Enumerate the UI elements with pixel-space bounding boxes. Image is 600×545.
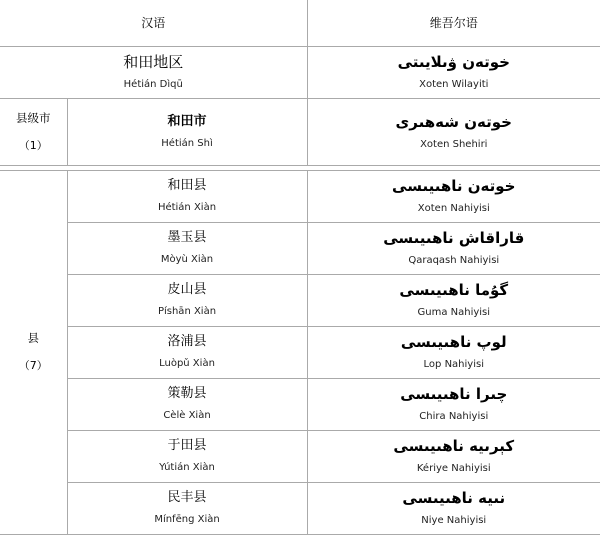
prefecture-row: [0, 46, 600, 98]
county-chinese-cell: [67, 430, 307, 482]
county-chinese: 民丰县: [167, 490, 207, 505]
county-row: [0, 222, 600, 274]
county-row: [0, 170, 600, 222]
city-category-label: 县级市: [16, 110, 51, 125]
county-chinese-cell: [67, 170, 307, 222]
county-uyghur: گۇما ناھىيىسى: [399, 281, 509, 299]
county-uyghur-cell: [307, 170, 600, 222]
header-chinese: 汉语: [0, 0, 307, 46]
county-pinyin: Yútián Xiàn: [159, 462, 215, 473]
county-uyghur-latin: Qaraqash Nahiyisi: [408, 255, 500, 266]
county-chinese: 于田县: [167, 438, 207, 453]
city-uyghur-latin: Xoten Shehiri: [420, 138, 488, 150]
county-chinese-cell: [67, 326, 307, 378]
county-uyghur-cell: [307, 326, 600, 378]
county-chinese-cell: [67, 482, 307, 534]
county-pinyin: Luòpǔ Xiàn: [159, 358, 215, 369]
county-chinese: 策勒县: [167, 386, 207, 401]
county-row: [0, 378, 600, 430]
city-uyghur: خوتەن شەھىرى: [395, 112, 512, 131]
prefecture-uyghur: خوتەن ۋىلايىتى: [397, 53, 510, 71]
header-row: [0, 0, 600, 46]
city-uyghur-cell: [307, 98, 600, 165]
county-chinese-cell: [67, 274, 307, 326]
county-pinyin: Mòyù Xiàn: [160, 254, 214, 265]
county-uyghur-latin: Lop Nahiyisi: [423, 359, 484, 370]
county-uyghur: قاراقاش ناھىيىسى: [383, 229, 525, 247]
city-chinese-cell: [67, 98, 307, 165]
city-row: [0, 98, 600, 165]
county-uyghur-cell: [307, 274, 600, 326]
county-pinyin: Píshān Xiàn: [157, 306, 217, 317]
prefecture-uyghur-latin: Xoten Wilayiti: [419, 79, 489, 90]
city-category-cell: [0, 98, 67, 165]
county-uyghur-latin: Chira Nahiyisi: [419, 411, 489, 422]
county-row: [0, 482, 600, 534]
county-uyghur-latin: Niye Nahiyisi: [421, 515, 487, 526]
county-uyghur: كېرىيە ناھىيىسى: [393, 437, 515, 455]
county-row: [0, 430, 600, 482]
county-pinyin: Cèlè Xiàn: [163, 410, 211, 421]
county-uyghur: نىيە ناھىيىسى: [402, 489, 506, 507]
county-chinese: 洛浦县: [167, 334, 207, 349]
county-chinese: 和田县: [167, 178, 207, 193]
county-category-cell: [0, 170, 67, 534]
city-category-count: （1）: [18, 138, 48, 152]
city-pinyin: Hétián Shì: [161, 137, 213, 149]
county-uyghur: خوتەن ناھىيىسى: [392, 177, 516, 195]
county-uyghur-cell: [307, 430, 600, 482]
county-pinyin: Mínfēng Xiàn: [154, 514, 220, 525]
county-row: [0, 274, 600, 326]
county-pinyin: Hétián Xiàn: [157, 202, 217, 213]
county-uyghur-cell: [307, 378, 600, 430]
county-uyghur: چىرا ناھىيىسى: [400, 385, 508, 403]
county-chinese: 皮山县: [167, 282, 207, 297]
county-uyghur: لوپ ناھىيىسى: [400, 333, 507, 351]
prefecture-chinese-cell: [0, 46, 307, 98]
county-category-label: 县: [27, 331, 39, 345]
county-chinese-cell: [67, 222, 307, 274]
county-uyghur-cell: [307, 482, 600, 534]
header-uyghur: 维吾尔语: [307, 0, 600, 46]
prefecture-pinyin: Hétián Dìqū: [123, 79, 183, 90]
county-uyghur-cell: [307, 222, 600, 274]
county-row: [0, 326, 600, 378]
prefecture-uyghur-cell: [307, 46, 600, 98]
county-uyghur-latin: Xoten Nahiyisi: [417, 203, 490, 214]
county-chinese-cell: [67, 378, 307, 430]
city-chinese: 和田市: [167, 113, 207, 129]
county-category-count: （7）: [18, 359, 48, 372]
county-uyghur-latin: Kériye Nahiyisi: [416, 463, 491, 474]
prefecture-chinese: 和田地区: [123, 53, 184, 71]
county-uyghur-latin: Guma Nahiyisi: [417, 307, 491, 318]
county-chinese: 墨玉县: [167, 230, 207, 245]
